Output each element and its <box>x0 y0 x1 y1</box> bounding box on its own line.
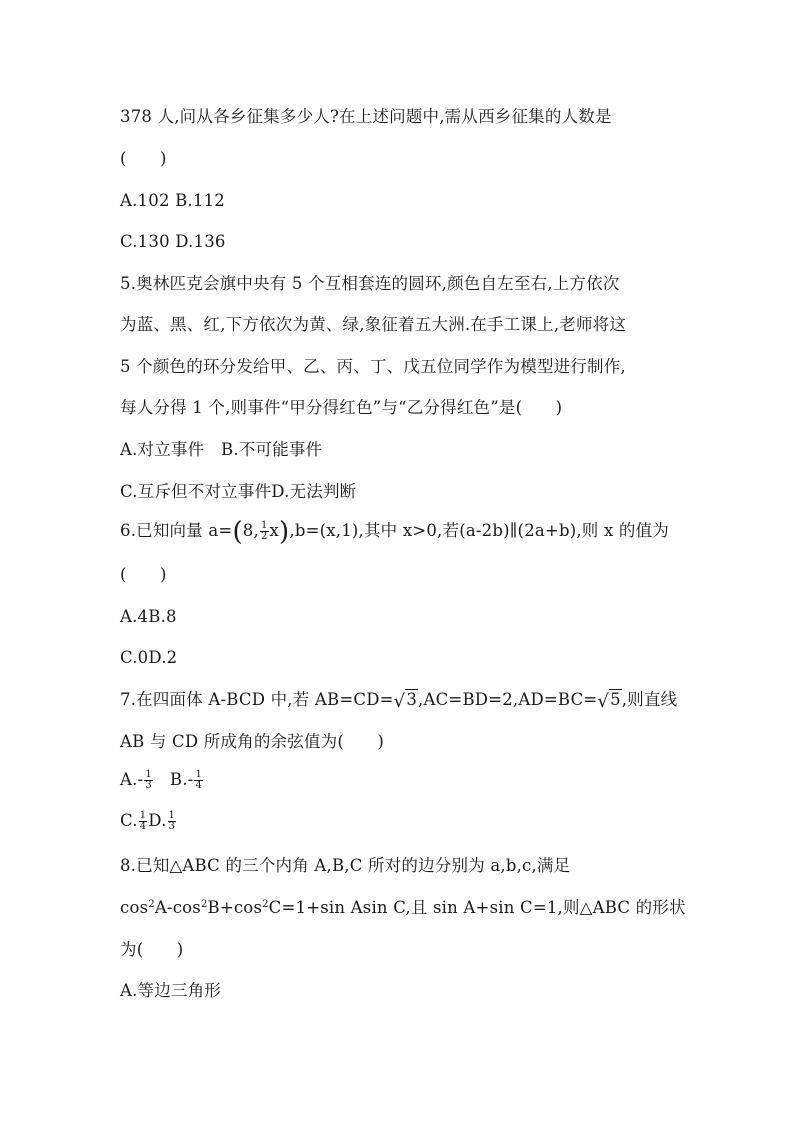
q6-options-ab: A.4B.8 <box>120 607 177 626</box>
q8-cos-2: A-cos <box>154 898 201 917</box>
q7-sqrt-5 <box>597 689 621 713</box>
q7-options-ab <box>120 769 204 791</box>
q7-option-d-fraction <box>168 811 177 832</box>
q6-line-1 <box>120 517 669 547</box>
q7-option-c-num: 1 <box>139 810 147 821</box>
q4-answer-paren: ( ) <box>120 149 167 168</box>
q7-line-1 <box>120 689 677 713</box>
q8-option-a: A.等边三角形 <box>120 981 222 1000</box>
q7-mid: ,AC=BD=2,AD=BC= <box>418 690 598 709</box>
q5-line-2: 为蓝、黑、红,下方依次为黄、绿,象征着五大洲.在手工课上,老师将这 <box>120 315 627 334</box>
q8-line-3: 为( ) <box>120 940 184 959</box>
q5-options-ab: A.对立事件 B.不可能事件 <box>120 440 323 459</box>
q6-fraction <box>260 521 269 542</box>
q7-sqrt-3-value: 3 <box>406 690 418 709</box>
q8-sup-3: 2 <box>262 899 269 910</box>
q7-option-c-fraction <box>139 811 148 832</box>
q7-option-d-num: 1 <box>168 810 176 821</box>
q7-option-a-fraction <box>144 770 153 791</box>
q8-line-1: 8.已知△ABC 的三个内角 A,B,C 所对的边分别为 a,b,c,满足 <box>120 856 571 875</box>
q5-line-3: 5 个颜色的环分发给甲、乙、丙、丁、戊五位同学作为模型进行制作, <box>120 357 626 376</box>
q8-sup-1: 2 <box>148 899 155 910</box>
q6-prefix: 6.已知向量 a= <box>120 521 233 540</box>
q7-option-d-label: D. <box>148 811 167 830</box>
q7-line-2: AB 与 CD 所成角的余弦值为( ) <box>120 732 385 751</box>
q4-line-1: 378 人,问从各乡征集多少人?在上述问题中,需从西乡征集的人数是 <box>120 107 612 126</box>
q6-answer-paren: ( ) <box>120 565 167 584</box>
q7-options-cd <box>120 810 177 832</box>
q6-vector-open-paren: ( <box>232 517 243 547</box>
q6-vector-close-paren: ) <box>279 517 290 547</box>
q6-vector-first: 8, <box>242 521 259 540</box>
q5-options-cd: C.互斥但不对立事件D.无法判断 <box>120 482 357 501</box>
q7-sqrt-5-value: 5 <box>610 690 621 709</box>
sqrt-icon: √ <box>393 691 406 712</box>
q6-fraction-num: 1 <box>260 520 268 531</box>
q8-cos-1: cos <box>120 898 149 917</box>
q7-option-d-den: 3 <box>168 821 176 832</box>
q7-option-b-den: 4 <box>195 780 203 791</box>
q6-fraction-den: 2 <box>260 531 268 542</box>
q7-option-a-label: A.- <box>120 770 144 789</box>
q5-line-4: 每人分得 1 个,则事件“甲分得红色”与“乙分得红色”是( ) <box>120 398 563 417</box>
q4-options-cd: C.130 D.136 <box>120 232 226 251</box>
q7-option-b-fraction <box>194 770 203 791</box>
sqrt-icon: √ <box>597 691 610 712</box>
q6-suffix: ,b=(x,1),其中 x>0,若(a-2b)∥(2a+b),则 x 的值为 <box>289 521 669 540</box>
q7-sqrt-3 <box>394 689 418 713</box>
q7-option-c-den: 4 <box>139 821 147 832</box>
q7-suffix: ,则直线 <box>621 690 678 709</box>
q7-option-a-den: 3 <box>145 780 152 791</box>
q7-option-b-num: 1 <box>195 769 203 780</box>
q6-vector-x: x <box>269 521 280 540</box>
q7-option-b-label: B.- <box>169 770 194 789</box>
q7-prefix: 7.在四面体 A-BCD 中,若 AB=CD= <box>120 690 394 709</box>
q4-options-ab: A.102 B.112 <box>120 191 225 210</box>
q7-option-c-label: C. <box>120 811 138 830</box>
q6-options-cd: C.0D.2 <box>120 648 178 667</box>
q8-line-2 <box>120 897 686 919</box>
q7-option-a-num: 1 <box>145 769 152 780</box>
q8-sup-2: 2 <box>200 899 208 910</box>
q5-line-1: 5.奥林匹克会旗中央有 5 个互相套连的圆环,颜色自左至右,上方依次 <box>120 274 620 293</box>
q8-cos-3: B+cos <box>207 898 263 917</box>
q8-rest: C=1+sin Asin C,且 sin A+sin C=1,则△ABC 的形状 <box>268 898 686 917</box>
